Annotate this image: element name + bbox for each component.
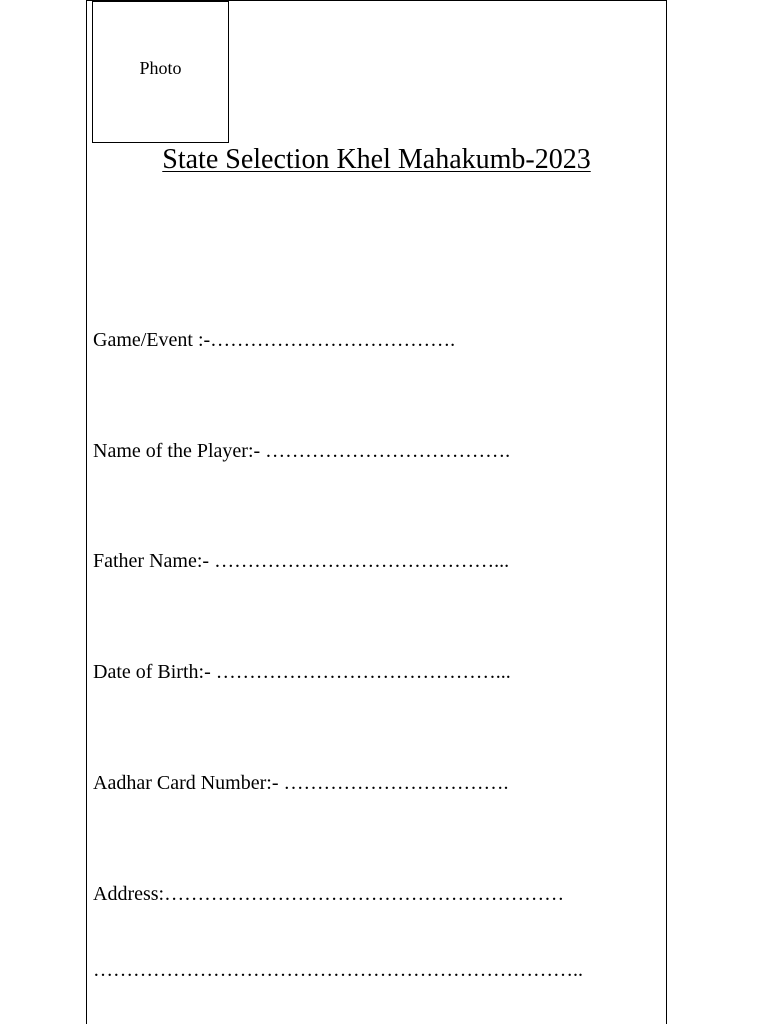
date-of-birth-field: Date of Birth:- ……………………………………... (93, 661, 511, 683)
father-name-field: Father Name:- ……………………………………... (93, 550, 510, 572)
aadhar-number-field: Aadhar Card Number:- ……………………………. (93, 772, 509, 794)
player-name-field: Name of the Player:- ………………………………. (93, 440, 511, 462)
address-line-2-field: ……………………………………………………………….. (93, 959, 583, 981)
photo-label: Photo (139, 58, 182, 78)
address-field: Address:…………………………………………………… (93, 883, 565, 905)
photo-placeholder-box (92, 1, 229, 143)
game-event-field: Game/Event :-………………………………. (93, 329, 456, 351)
form-title: State Selection Khel Mahakumb-2023 (162, 144, 591, 175)
